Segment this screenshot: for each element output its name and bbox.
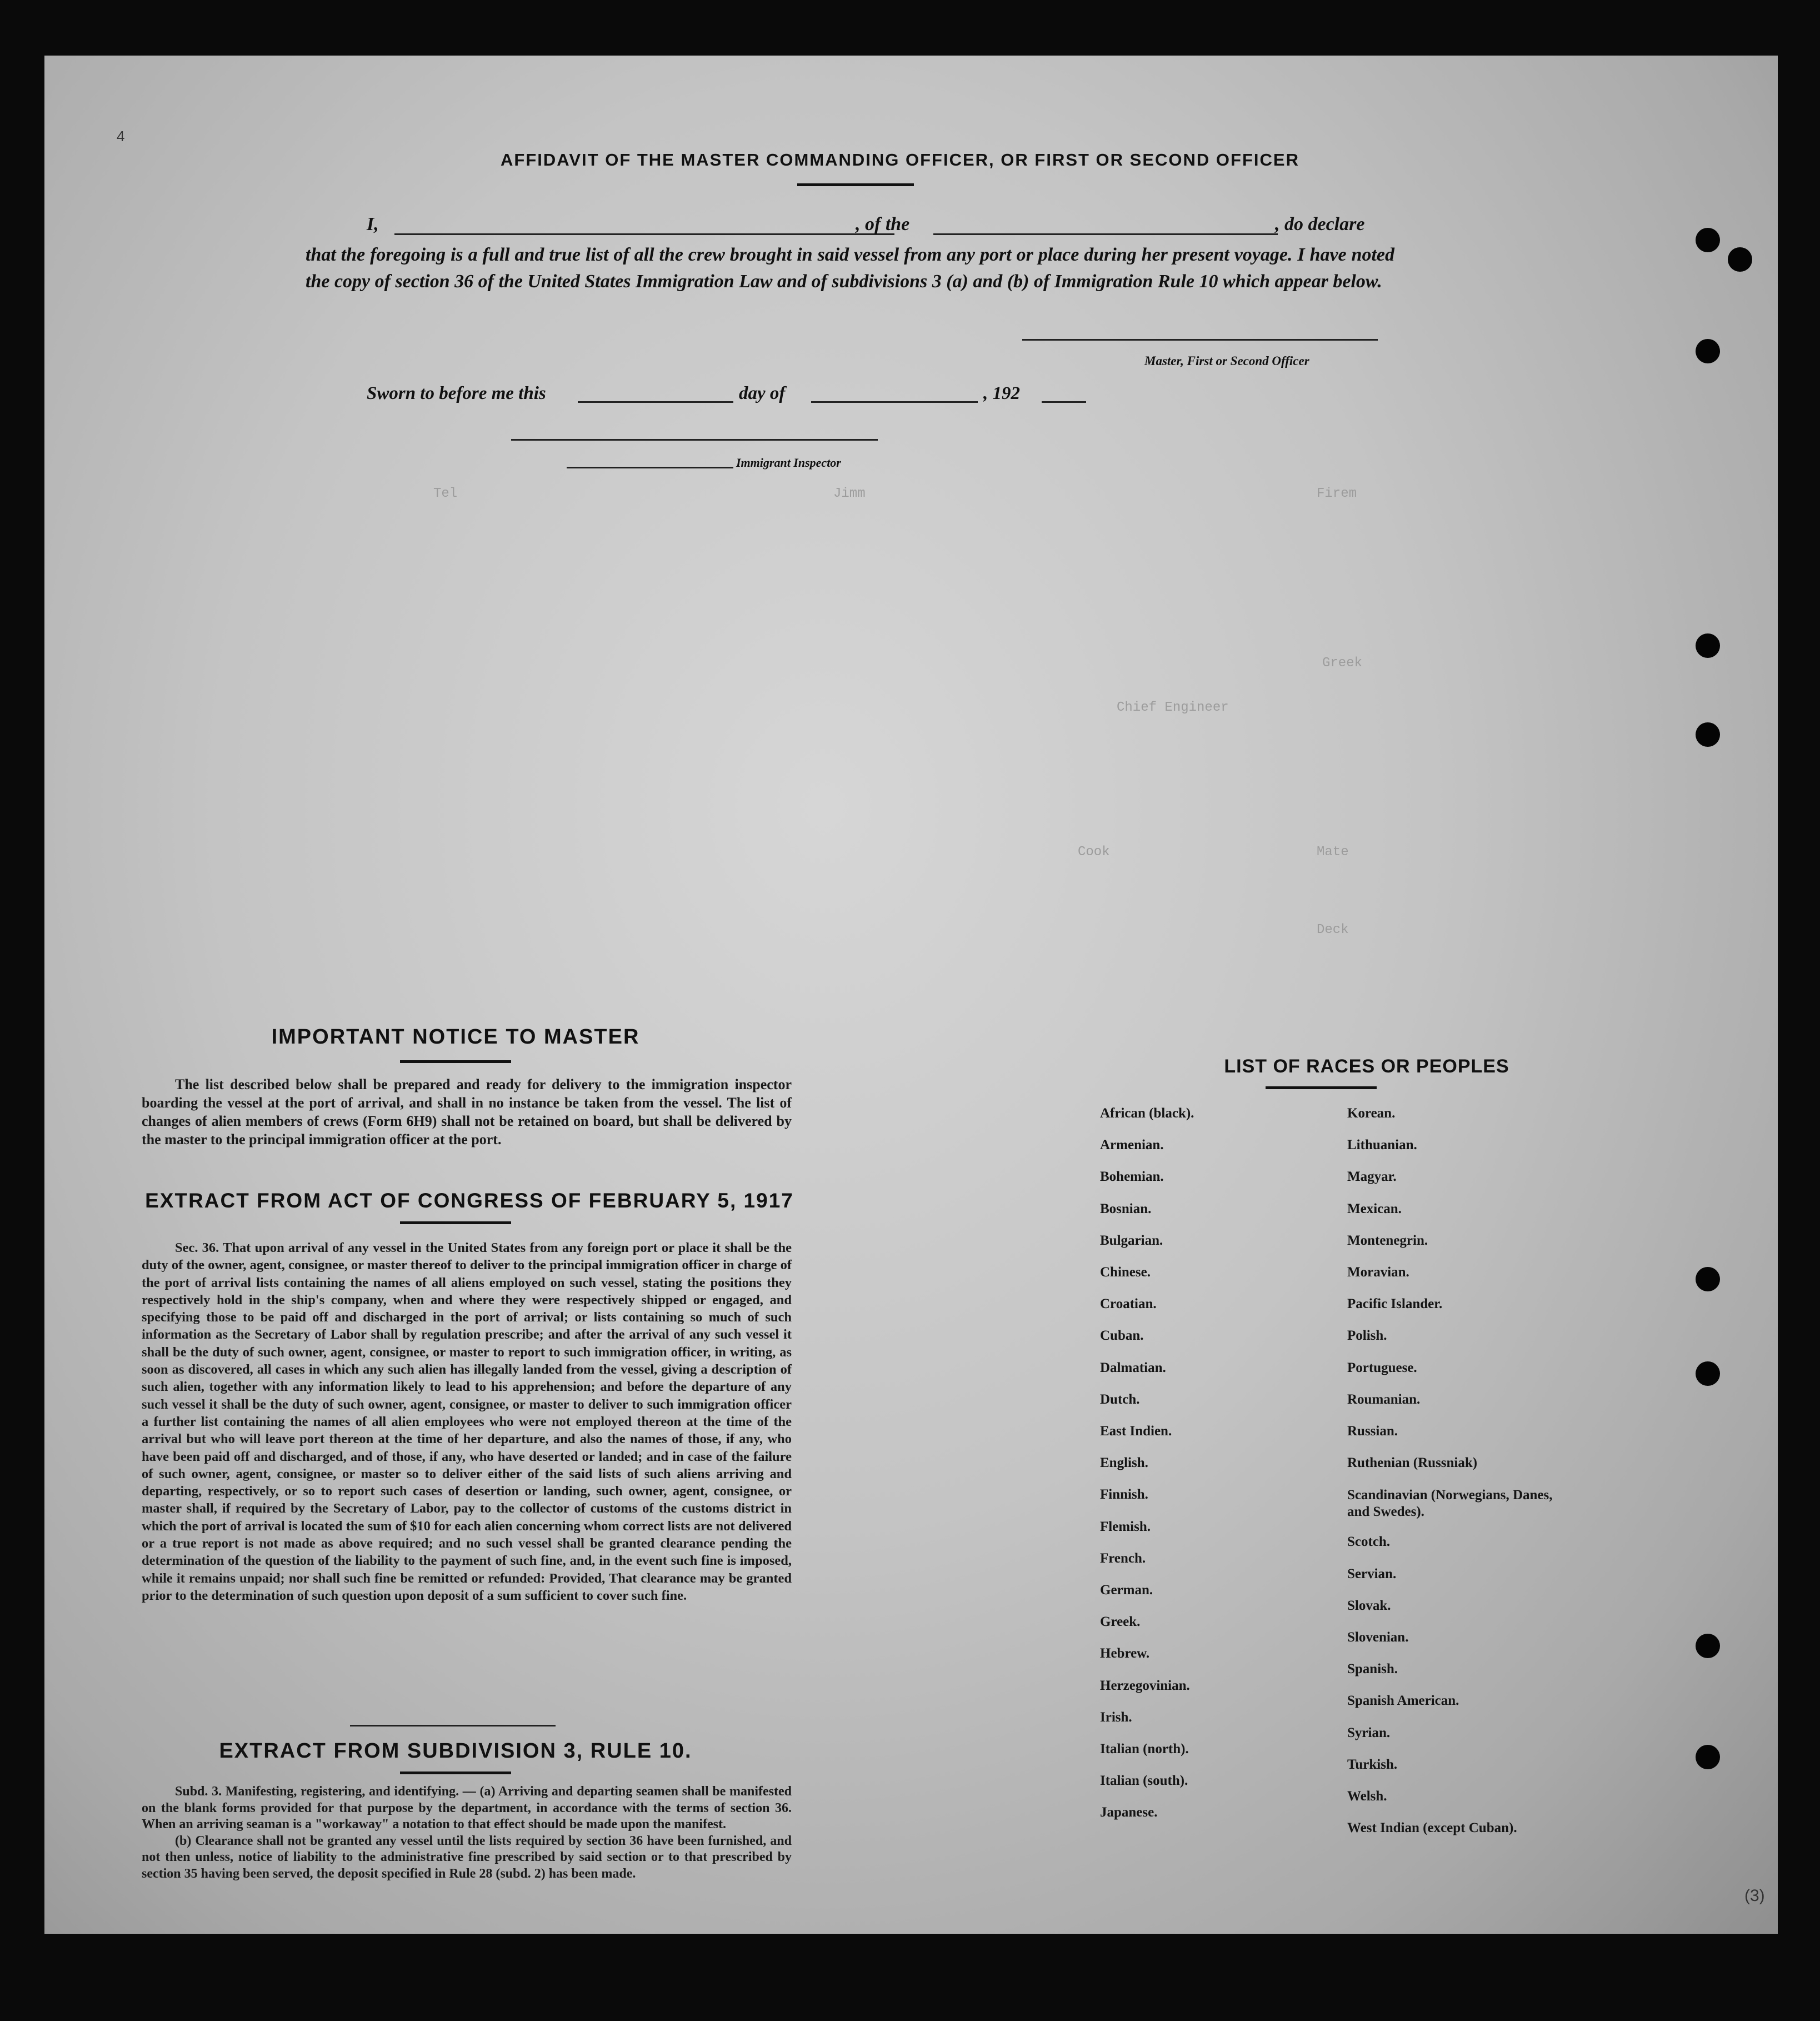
race-item: East Indien.: [1100, 1424, 1172, 1439]
race-item: Welsh.: [1347, 1789, 1387, 1804]
bleed-text: Firem: [1317, 486, 1357, 501]
races-title: LIST OF RACES OR PEOPLES: [1224, 1056, 1509, 1077]
notice-underline: [400, 1060, 511, 1063]
inspector-short-line: [567, 467, 733, 468]
race-item: Greek.: [1100, 1614, 1141, 1630]
race-item: Flemish.: [1100, 1519, 1151, 1534]
race-item: Roumanian.: [1347, 1391, 1421, 1407]
notice-body: [142, 1075, 792, 1149]
name-line[interactable]: [394, 233, 894, 235]
extract-act-body: [142, 1239, 792, 1604]
extract-rule-para-b: (b) Clearance shall not be granted any vessel until the lists required by section 36 have been furnished, and not then unless, notice of liability to the administrative fine prescribed by said section or to that prescribed by section 35 having been served, the deposit specified in Rule 28 (subd. 2) has been made.: [142, 1833, 792, 1881]
race-item: Polish.: [1347, 1328, 1387, 1344]
bleed-text: Cook: [1078, 845, 1110, 860]
race-item: Bohemian.: [1100, 1169, 1164, 1185]
vessel-line[interactable]: [933, 233, 1278, 235]
punch-hole: [1696, 722, 1720, 747]
punch-hole: [1696, 1745, 1720, 1769]
inspector-label: Immigrant Inspector: [736, 456, 841, 470]
extract-act-text: Sec. 36. That upon arrival of any vessel in the United States from any foreign port or place it shall be the duty of the owner, agent, consignee, or master thereof to deliver to the principal immigration officer in charge of the port of arrival lists containing the names of all aliens employed on such vessel, stating the positions they respectively hold in the ship's company, when and where they were respectively shipped or engaged, and specifying those to be paid off and discharged in the port of arrival; or lists containing so much of such information as the Secretary of Labor shall by regulation prescribe; and after the arrival of any such vessel it shall be the duty of such owner, agent, consignee, or master to report to such immigration officer, in writing, as soon as discovered, all cases in which any such alien has illegally landed from the vessel, giving a description of such alien, together with any information likely to lead to his apprehension; and before the departure of any such vessel it shall be the duty of such owner, agent, consignee, or master to deliver to such immigration officer a further list containing the names of all alien employees who were not employed thereon at the time of the arrival but who will leave port thereon at the time of her departure, and also the names of those, if any, who have been paid off and discharged, and of those, if any, who have deserted or landed; and in case of the failure of such owner, agent, consignee, or master so to deliver either of the said lists of such aliens arriving and departing, respectively, or so to report such cases of desertion or landing, such owner, agent, consignee, or master shall, if required by the Secretary of Labor, pay to the collector of customs of the customs district in which the port of arrival is located the sum of $10 for each alien concerning whom correct lists are not delivered or a true report is not made as above required; and no such vessel shall be granted clearance pending the determination of the question of the liability to the payment of such fine, and, in the event such fine is imposed, while it remains unpaid; nor shall such fine be remitted or refunded: Provided, That clearance may be granted prior to the determination of such question upon deposit of a sum sufficient to cover such fine.: [142, 1240, 792, 1603]
affidavit-title: AFFIDAVIT OF THE MASTER COMMANDING OFFICER, OR FIRST OR SECOND OFFICER: [501, 150, 1299, 169]
race-item: Finnish.: [1100, 1487, 1148, 1503]
punch-hole: [1696, 1267, 1720, 1291]
sworn-year-line[interactable]: [1042, 401, 1086, 403]
race-item: African (black).: [1100, 1106, 1194, 1121]
title-underline: [797, 183, 914, 186]
affidavit-body: that the foregoing is a full and true list of all the crew brought in said vessel from any port or place during her present voyage. I have noted the copy of section 36 of the United States Immigration Law and of subdivisions 3 (a) and (b) of Immigration Rule 10 which appear below.: [306, 244, 1394, 292]
extract-rule-underline: [400, 1772, 511, 1774]
race-item: Herzegovinian.: [1100, 1678, 1190, 1693]
race-item: Lithuanian.: [1347, 1137, 1417, 1153]
race-item: Pacific Islander.: [1347, 1296, 1443, 1312]
document-sheet: [44, 56, 1778, 1934]
race-item: Scotch.: [1347, 1534, 1391, 1550]
race-item: Irish.: [1100, 1709, 1132, 1725]
master-signature-label: Master, First or Second Officer: [1144, 354, 1309, 368]
race-item: Spanish American.: [1347, 1693, 1459, 1709]
affidavit-declare-label: , do declare: [1275, 214, 1365, 234]
affidavit-of-the-label: , of the: [856, 214, 910, 234]
sworn-month-line[interactable]: [811, 401, 978, 403]
race-item: Portuguese.: [1347, 1360, 1417, 1375]
extract-rule-body: [142, 1784, 792, 1882]
bleed-text: Deck: [1317, 922, 1349, 937]
race-item: Mexican.: [1347, 1201, 1402, 1216]
race-item: Russian.: [1347, 1424, 1398, 1439]
race-item: Hebrew.: [1100, 1646, 1150, 1661]
extract-rule-title: EXTRACT FROM SUBDIVISION 3, RULE 10.: [219, 1739, 692, 1763]
affidavit-i-label: I,: [367, 214, 379, 234]
race-item: Chinese.: [1100, 1265, 1151, 1280]
race-item: Turkish.: [1347, 1756, 1398, 1772]
punch-hole: [1696, 633, 1720, 658]
race-item: Moravian.: [1347, 1265, 1409, 1280]
extract-act-underline: [400, 1221, 511, 1224]
year-label: , 192: [983, 383, 1020, 403]
bleed-text: Mate: [1317, 845, 1349, 860]
race-item: Dalmatian.: [1100, 1360, 1166, 1375]
bleed-text: Greek: [1322, 656, 1363, 671]
notice-title: IMPORTANT NOTICE TO MASTER: [271, 1025, 640, 1049]
sworn-day-line[interactable]: [578, 401, 733, 403]
punch-hole: [1696, 1634, 1720, 1658]
race-item: Bulgarian.: [1100, 1232, 1163, 1248]
notice-text: The list described below shall be prepared and ready for delivery to the immigration inspector boarding the vessel at the port of arrival, and shall in no instance be taken from the vessel. The list of changes of alien members of crews (Form 6H9) shall not be retained on board, but shall be delivered by the master to the principal immigration officer at the port.: [142, 1076, 792, 1147]
race-item: Bosnian.: [1100, 1201, 1152, 1216]
race-item: Magyar.: [1347, 1169, 1397, 1185]
race-item: Ruthenian (Russniak): [1347, 1455, 1478, 1471]
race-item: Dutch.: [1100, 1391, 1140, 1407]
race-item: Cuban.: [1100, 1328, 1144, 1344]
race-item: Croatian.: [1100, 1296, 1157, 1312]
race-item: West Indian (except Cuban).: [1347, 1820, 1517, 1836]
race-item: Japanese.: [1100, 1805, 1158, 1820]
inspector-line[interactable]: [511, 439, 878, 441]
day-of-label: day of: [739, 383, 786, 403]
race-item: Korean.: [1347, 1106, 1396, 1121]
race-item: Montenegrin.: [1347, 1232, 1428, 1248]
races-underline: [1266, 1086, 1377, 1089]
punch-hole: [1696, 1361, 1720, 1386]
sworn-label: Sworn to before me this: [367, 383, 546, 403]
race-item: French.: [1100, 1550, 1146, 1566]
punch-hole: [1696, 339, 1720, 363]
extract-act-title: EXTRACT FROM ACT OF CONGRESS OF FEBRUARY 5, 1917: [145, 1189, 794, 1212]
race-item: English.: [1100, 1455, 1148, 1471]
punch-hole: [1728, 247, 1752, 272]
race-item: Italian (north).: [1100, 1741, 1189, 1756]
race-item: Italian (south).: [1100, 1773, 1188, 1789]
race-item: German.: [1100, 1583, 1153, 1598]
bleed-text: Tel: [433, 486, 458, 501]
race-item: Slovenian.: [1347, 1630, 1409, 1645]
extract-rule-para-a: Subd. 3. Manifesting, registering, and identifying. — (a) Arriving and departing seamen shall be manifested on the blank forms provided for that purpose by the department, in accordance with the terms of section 36. When an arriving seaman is a "workaway" a notation to that effect should be made upon the manifest.: [142, 1784, 792, 1832]
race-item: Servian.: [1347, 1566, 1397, 1581]
race-item: Scandinavian (Norwegians, Danes, and Swedes).: [1347, 1488, 1553, 1520]
divider: [350, 1725, 556, 1726]
punch-hole: [1696, 228, 1720, 252]
race-item: Slovak.: [1347, 1598, 1391, 1613]
bleed-text: Jimm: [833, 486, 866, 501]
race-item: Armenian.: [1100, 1137, 1164, 1153]
page-marker: 4: [117, 128, 125, 144]
master-signature-line[interactable]: [1022, 339, 1378, 341]
corner-marker: (3): [1744, 1887, 1765, 1905]
race-item: Spanish.: [1347, 1661, 1398, 1677]
race-item: Syrian.: [1347, 1725, 1391, 1740]
bleed-text: Chief Engineer: [1117, 700, 1229, 715]
